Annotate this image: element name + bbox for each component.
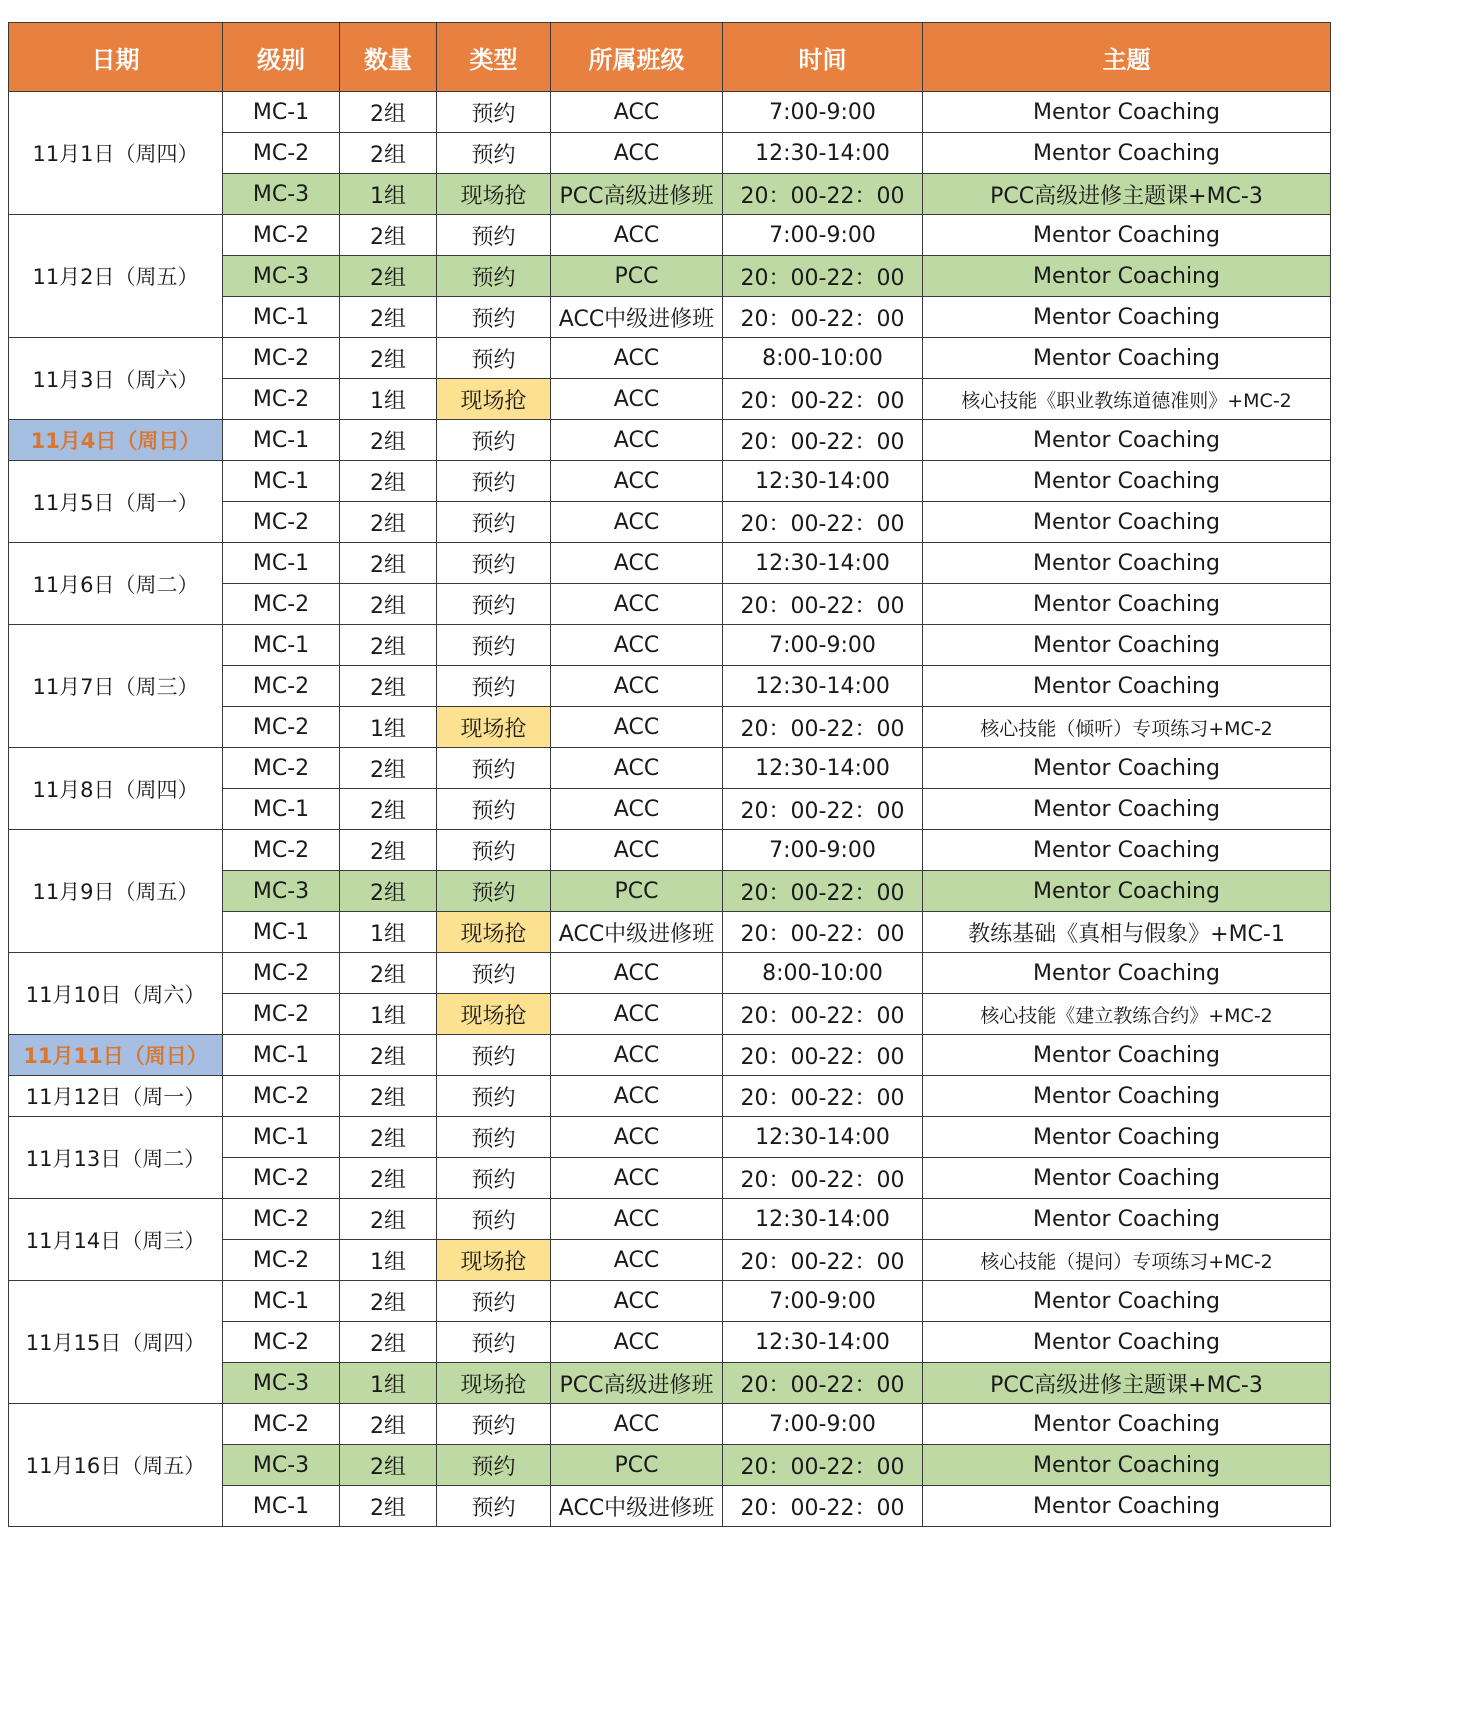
topic-cell: PCC高级进修主题课+MC-3	[923, 174, 1331, 215]
topic-cell: Mentor Coaching	[923, 1445, 1331, 1486]
class-cell: ACC	[551, 420, 723, 461]
class-cell: ACC	[551, 1404, 723, 1445]
type-cell: 预约	[437, 502, 551, 543]
table-row	[9, 543, 1331, 584]
time-cell: 20：00-22：00	[723, 1486, 923, 1527]
header-time: 时间	[723, 23, 923, 92]
topic-cell: Mentor Coaching	[923, 215, 1331, 256]
type-cell: 预约	[437, 338, 551, 379]
header-date: 日期	[9, 23, 223, 92]
class-cell: ACC	[551, 584, 723, 625]
level-cell: MC-1	[223, 1281, 340, 1322]
count-cell: 1组	[340, 1240, 437, 1281]
table-row	[9, 1035, 1331, 1076]
type-cell: 预约	[437, 1117, 551, 1158]
count-cell: 2组	[340, 1035, 437, 1076]
time-cell: 20：00-22：00	[723, 584, 923, 625]
level-cell: MC-2	[223, 338, 340, 379]
class-cell: PCC	[551, 256, 723, 297]
topic-cell: Mentor Coaching	[923, 1199, 1331, 1240]
table-row	[9, 92, 1331, 133]
class-cell: ACC	[551, 666, 723, 707]
topic-cell: Mentor Coaching	[923, 92, 1331, 133]
class-cell: ACC	[551, 1035, 723, 1076]
header-topic: 主题	[923, 23, 1331, 92]
topic-cell: Mentor Coaching	[923, 830, 1331, 871]
class-cell: ACC	[551, 1281, 723, 1322]
topic-cell: Mentor Coaching	[923, 1035, 1331, 1076]
table-row	[9, 461, 1331, 502]
count-cell: 2组	[340, 748, 437, 789]
header-level: 级别	[223, 23, 340, 92]
schedule-container	[8, 22, 1331, 1527]
table-row	[9, 1404, 1331, 1445]
date-cell: 11月16日（周五）	[9, 1404, 223, 1527]
count-cell: 2组	[340, 953, 437, 994]
header-type: 类型	[437, 23, 551, 92]
time-cell: 8:00-10:00	[723, 953, 923, 994]
time-cell: 20：00-22：00	[723, 502, 923, 543]
topic-cell: Mentor Coaching	[923, 1486, 1331, 1527]
level-cell: MC-2	[223, 1199, 340, 1240]
topic-cell: Mentor Coaching	[923, 625, 1331, 666]
class-cell: PCC高级进修班	[551, 174, 723, 215]
type-cell: 预约	[437, 748, 551, 789]
level-cell: MC-2	[223, 953, 340, 994]
type-cell: 预约	[437, 215, 551, 256]
topic-cell: Mentor Coaching	[923, 953, 1331, 994]
time-cell: 12:30-14:00	[723, 748, 923, 789]
type-cell: 预约	[437, 871, 551, 912]
level-cell: MC-2	[223, 1076, 340, 1117]
level-cell: MC-2	[223, 215, 340, 256]
topic-cell: Mentor Coaching	[923, 133, 1331, 174]
count-cell: 1组	[340, 174, 437, 215]
level-cell: MC-2	[223, 502, 340, 543]
level-cell: MC-1	[223, 297, 340, 338]
class-cell: ACC中级进修班	[551, 912, 723, 953]
level-cell: MC-2	[223, 666, 340, 707]
class-cell: ACC	[551, 625, 723, 666]
date-cell: 11月5日（周一）	[9, 461, 223, 543]
type-cell: 预约	[437, 1486, 551, 1527]
class-cell: ACC中级进修班	[551, 297, 723, 338]
level-cell: MC-1	[223, 92, 340, 133]
time-cell: 12:30-14:00	[723, 133, 923, 174]
time-cell: 7:00-9:00	[723, 215, 923, 256]
class-cell: ACC	[551, 92, 723, 133]
date-cell: 11月8日（周四）	[9, 748, 223, 830]
time-cell: 7:00-9:00	[723, 1404, 923, 1445]
level-cell: MC-1	[223, 1486, 340, 1527]
time-cell: 20：00-22：00	[723, 420, 923, 461]
time-cell: 7:00-9:00	[723, 92, 923, 133]
count-cell: 1组	[340, 994, 437, 1035]
table-row	[9, 625, 1331, 666]
time-cell: 12:30-14:00	[723, 543, 923, 584]
topic-cell: Mentor Coaching	[923, 871, 1331, 912]
count-cell: 2组	[340, 1281, 437, 1322]
type-cell: 预约	[437, 1445, 551, 1486]
table-row	[9, 830, 1331, 871]
level-cell: MC-2	[223, 1240, 340, 1281]
time-cell: 12:30-14:00	[723, 1117, 923, 1158]
date-cell: 11月13日（周二）	[9, 1117, 223, 1199]
time-cell: 12:30-14:00	[723, 1322, 923, 1363]
class-cell: ACC	[551, 1322, 723, 1363]
count-cell: 2组	[340, 789, 437, 830]
time-cell: 20：00-22：00	[723, 994, 923, 1035]
topic-cell: Mentor Coaching	[923, 1076, 1331, 1117]
count-cell: 2组	[340, 625, 437, 666]
type-cell: 预约	[437, 297, 551, 338]
time-cell: 20：00-22：00	[723, 174, 923, 215]
count-cell: 2组	[340, 92, 437, 133]
table-row	[9, 1117, 1331, 1158]
table-row	[9, 748, 1331, 789]
time-cell: 20：00-22：00	[723, 1363, 923, 1404]
time-cell: 20：00-22：00	[723, 1035, 923, 1076]
level-cell: MC-2	[223, 133, 340, 174]
time-cell: 20：00-22：00	[723, 1076, 923, 1117]
count-cell: 2组	[340, 1117, 437, 1158]
type-cell: 预约	[437, 1199, 551, 1240]
topic-cell: Mentor Coaching	[923, 1404, 1331, 1445]
class-cell: ACC	[551, 1117, 723, 1158]
count-cell: 2组	[340, 1322, 437, 1363]
level-cell: MC-3	[223, 174, 340, 215]
date-cell: 11月9日（周五）	[9, 830, 223, 953]
topic-cell: Mentor Coaching	[923, 461, 1331, 502]
topic-cell: Mentor Coaching	[923, 748, 1331, 789]
level-cell: MC-3	[223, 871, 340, 912]
count-cell: 1组	[340, 912, 437, 953]
time-cell: 12:30-14:00	[723, 461, 923, 502]
level-cell: MC-2	[223, 748, 340, 789]
count-cell: 2组	[340, 215, 437, 256]
time-cell: 20：00-22：00	[723, 297, 923, 338]
count-cell: 2组	[340, 666, 437, 707]
level-cell: MC-1	[223, 1117, 340, 1158]
topic-cell: Mentor Coaching	[923, 256, 1331, 297]
time-cell: 20：00-22：00	[723, 1158, 923, 1199]
class-cell: ACC	[551, 953, 723, 994]
date-cell: 11月10日（周六）	[9, 953, 223, 1035]
topic-cell: Mentor Coaching	[923, 297, 1331, 338]
count-cell: 1组	[340, 1363, 437, 1404]
time-cell: 20：00-22：00	[723, 1240, 923, 1281]
class-cell: ACC	[551, 215, 723, 256]
topic-cell: Mentor Coaching	[923, 1117, 1331, 1158]
topic-cell: Mentor Coaching	[923, 584, 1331, 625]
class-cell: ACC	[551, 1158, 723, 1199]
topic-cell: Mentor Coaching	[923, 1158, 1331, 1199]
level-cell: MC-1	[223, 461, 340, 502]
topic-cell: Mentor Coaching	[923, 543, 1331, 584]
type-cell: 预约	[437, 1404, 551, 1445]
level-cell: MC-2	[223, 1322, 340, 1363]
time-cell: 12:30-14:00	[723, 1199, 923, 1240]
topic-cell: Mentor Coaching	[923, 338, 1331, 379]
count-cell: 2组	[340, 830, 437, 871]
time-cell: 7:00-9:00	[723, 1281, 923, 1322]
topic-cell: PCC高级进修主题课+MC-3	[923, 1363, 1331, 1404]
count-cell: 2组	[340, 1199, 437, 1240]
type-cell: 预约	[437, 625, 551, 666]
time-cell: 20：00-22：00	[723, 707, 923, 748]
type-cell: 现场抢	[437, 912, 551, 953]
count-cell: 2组	[340, 133, 437, 174]
time-cell: 7:00-9:00	[723, 625, 923, 666]
class-cell: ACC	[551, 1076, 723, 1117]
type-cell: 预约	[437, 256, 551, 297]
class-cell: ACC	[551, 379, 723, 420]
type-cell: 现场抢	[437, 379, 551, 420]
type-cell: 预约	[437, 92, 551, 133]
level-cell: MC-2	[223, 584, 340, 625]
date-cell: 11月15日（周四）	[9, 1281, 223, 1404]
count-cell: 2组	[340, 1158, 437, 1199]
time-cell: 12:30-14:00	[723, 666, 923, 707]
table-row	[9, 215, 1331, 256]
date-cell: 11月6日（周二）	[9, 543, 223, 625]
date-cell: 11月7日（周三）	[9, 625, 223, 748]
time-cell: 20：00-22：00	[723, 871, 923, 912]
class-cell: ACC	[551, 461, 723, 502]
count-cell: 2组	[340, 256, 437, 297]
table-row	[9, 1199, 1331, 1240]
topic-cell: Mentor Coaching	[923, 502, 1331, 543]
count-cell: 2组	[340, 584, 437, 625]
topic-cell: 教练基础《真相与假象》+MC-1	[923, 912, 1331, 953]
level-cell: MC-1	[223, 789, 340, 830]
date-cell: 11月11日（周日）	[9, 1035, 223, 1076]
table-row	[9, 1076, 1331, 1117]
type-cell: 现场抢	[437, 994, 551, 1035]
topic-cell: 核心技能《建立教练合约》+MC-2	[923, 994, 1331, 1035]
time-cell: 20：00-22：00	[723, 1445, 923, 1486]
time-cell: 20：00-22：00	[723, 256, 923, 297]
date-cell: 11月2日（周五）	[9, 215, 223, 338]
class-cell: ACC	[551, 789, 723, 830]
level-cell: MC-2	[223, 1404, 340, 1445]
topic-cell: Mentor Coaching	[923, 789, 1331, 830]
level-cell: MC-2	[223, 1158, 340, 1199]
table-header-row	[9, 23, 1331, 92]
topic-cell: 核心技能《职业教练道德准则》+MC-2	[923, 379, 1331, 420]
topic-cell: 核心技能（提问）专项练习+MC-2	[923, 1240, 1331, 1281]
schedule-table	[8, 22, 1331, 1527]
level-cell: MC-1	[223, 625, 340, 666]
class-cell: ACC	[551, 1240, 723, 1281]
table-row	[9, 420, 1331, 461]
type-cell: 现场抢	[437, 1240, 551, 1281]
level-cell: MC-3	[223, 1445, 340, 1486]
class-cell: PCC高级进修班	[551, 1363, 723, 1404]
topic-cell: Mentor Coaching	[923, 1281, 1331, 1322]
date-cell: 11月14日（周三）	[9, 1199, 223, 1281]
class-cell: ACC	[551, 133, 723, 174]
header-class: 所属班级	[551, 23, 723, 92]
type-cell: 预约	[437, 543, 551, 584]
schedule-body	[9, 92, 1331, 1527]
count-cell: 2组	[340, 1486, 437, 1527]
class-cell: ACC	[551, 830, 723, 871]
time-cell: 20：00-22：00	[723, 912, 923, 953]
type-cell: 现场抢	[437, 1363, 551, 1404]
count-cell: 2组	[340, 338, 437, 379]
type-cell: 预约	[437, 1322, 551, 1363]
level-cell: MC-1	[223, 912, 340, 953]
count-cell: 2组	[340, 871, 437, 912]
count-cell: 2组	[340, 1445, 437, 1486]
class-cell: ACC	[551, 543, 723, 584]
count-cell: 1组	[340, 379, 437, 420]
type-cell: 现场抢	[437, 174, 551, 215]
class-cell: ACC	[551, 338, 723, 379]
type-cell: 现场抢	[437, 707, 551, 748]
count-cell: 2组	[340, 543, 437, 584]
table-row	[9, 953, 1331, 994]
count-cell: 1组	[340, 707, 437, 748]
topic-cell: 核心技能（倾听）专项练习+MC-2	[923, 707, 1331, 748]
class-cell: ACC	[551, 994, 723, 1035]
count-cell: 2组	[340, 461, 437, 502]
type-cell: 预约	[437, 1035, 551, 1076]
class-cell: ACC	[551, 502, 723, 543]
class-cell: ACC	[551, 1199, 723, 1240]
date-cell: 11月1日（周四）	[9, 92, 223, 215]
count-cell: 2组	[340, 502, 437, 543]
class-cell: ACC	[551, 707, 723, 748]
level-cell: MC-2	[223, 379, 340, 420]
type-cell: 预约	[437, 584, 551, 625]
count-cell: 2组	[340, 420, 437, 461]
level-cell: MC-1	[223, 1035, 340, 1076]
class-cell: ACC	[551, 748, 723, 789]
time-cell: 20：00-22：00	[723, 379, 923, 420]
type-cell: 预约	[437, 830, 551, 871]
table-row	[9, 1281, 1331, 1322]
date-cell: 11月4日（周日）	[9, 420, 223, 461]
type-cell: 预约	[437, 666, 551, 707]
level-cell: MC-1	[223, 420, 340, 461]
level-cell: MC-1	[223, 543, 340, 584]
topic-cell: Mentor Coaching	[923, 666, 1331, 707]
type-cell: 预约	[437, 420, 551, 461]
type-cell: 预约	[437, 461, 551, 502]
count-cell: 2组	[340, 1404, 437, 1445]
type-cell: 预约	[437, 133, 551, 174]
class-cell: ACC中级进修班	[551, 1486, 723, 1527]
date-cell: 11月3日（周六）	[9, 338, 223, 420]
class-cell: PCC	[551, 871, 723, 912]
level-cell: MC-3	[223, 1363, 340, 1404]
header-count: 数量	[340, 23, 437, 92]
table-row	[9, 338, 1331, 379]
type-cell: 预约	[437, 1158, 551, 1199]
time-cell: 7:00-9:00	[723, 830, 923, 871]
topic-cell: Mentor Coaching	[923, 1322, 1331, 1363]
topic-cell: Mentor Coaching	[923, 420, 1331, 461]
type-cell: 预约	[437, 953, 551, 994]
time-cell: 20：00-22：00	[723, 789, 923, 830]
date-cell: 11月12日（周一）	[9, 1076, 223, 1117]
time-cell: 8:00-10:00	[723, 338, 923, 379]
type-cell: 预约	[437, 1281, 551, 1322]
level-cell: MC-2	[223, 830, 340, 871]
class-cell: PCC	[551, 1445, 723, 1486]
level-cell: MC-3	[223, 256, 340, 297]
count-cell: 2组	[340, 1076, 437, 1117]
type-cell: 预约	[437, 1076, 551, 1117]
count-cell: 2组	[340, 297, 437, 338]
type-cell: 预约	[437, 789, 551, 830]
level-cell: MC-2	[223, 707, 340, 748]
level-cell: MC-2	[223, 994, 340, 1035]
